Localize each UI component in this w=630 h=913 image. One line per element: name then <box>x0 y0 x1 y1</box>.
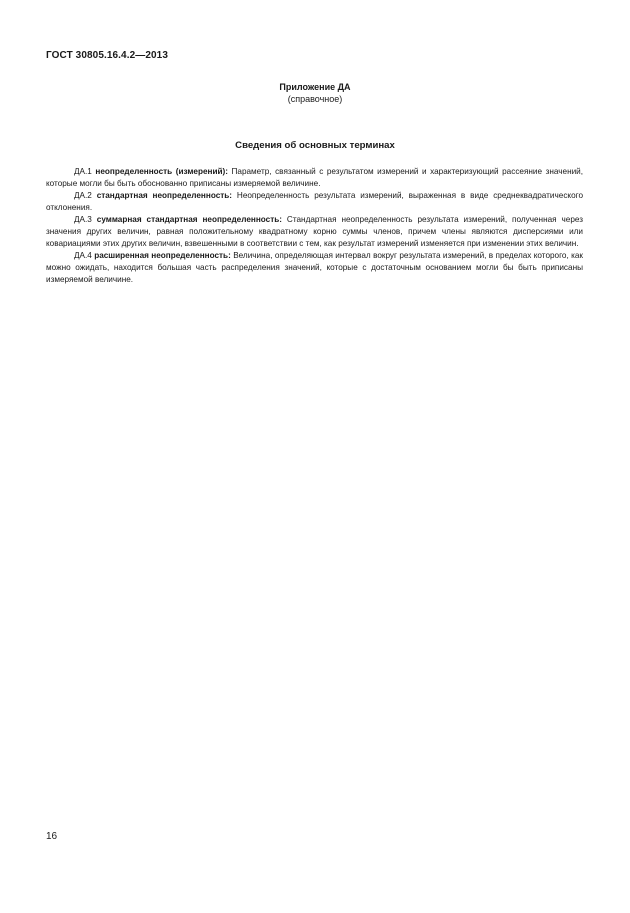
term-definition: Неопределенность результата измерений, выраженная в виде среднеквадратического отклонения. <box>46 191 583 212</box>
page-number: 16 <box>46 831 58 842</box>
terms-list <box>46 166 583 286</box>
appendix-subtitle: (справочное) <box>287 94 343 104</box>
term-paragraph-da2 <box>46 190 583 214</box>
term-name: суммарная стандартная неопределенность: <box>96 215 282 224</box>
term-name: стандартная неопределенность: <box>96 191 233 200</box>
term-paragraph-da1 <box>46 166 583 190</box>
term-name: неопределенность (измерений): <box>95 167 228 176</box>
term-number: ДА.2 <box>74 191 97 200</box>
term-number: ДА.3 <box>74 215 97 224</box>
section-title: Сведения об основных терминах <box>235 140 395 151</box>
term-number: ДА.1 <box>74 167 96 176</box>
standard-code-header: ГОСТ 30805.16.4.2—2013 <box>46 50 169 61</box>
term-definition: Параметр, связанный с результатом измерений и характеризующий рассеяние значений, которые могли бы быть обоснованно приписаны измеряемой величине. <box>46 167 584 188</box>
term-number: ДА.4 <box>74 251 95 260</box>
term-definition: Величина, определяющая интервал вокруг результата измерений, в пределах которого, как можно ожидать, находится большая часть распределения значений, которые с достаточным основанием могли бы быть приписаны измеряемой величине. <box>46 251 583 284</box>
appendix-title: Приложение ДА <box>279 82 351 92</box>
appendix-heading <box>0 81 630 105</box>
term-paragraph-da4 <box>46 250 583 286</box>
term-definition: Стандартная неопределенность результата измерений, полученная через значения других величин, равная положительному квадратному корню суммы членов, причем члены являются дисперсиями или ковариациями этих других величин, взвешенными в соответствии с тем, как результат измерений изменяется при изменении этих величин. <box>46 215 584 248</box>
term-paragraph-da3 <box>46 214 583 250</box>
term-name: расширенная неопределенность: <box>94 251 231 260</box>
